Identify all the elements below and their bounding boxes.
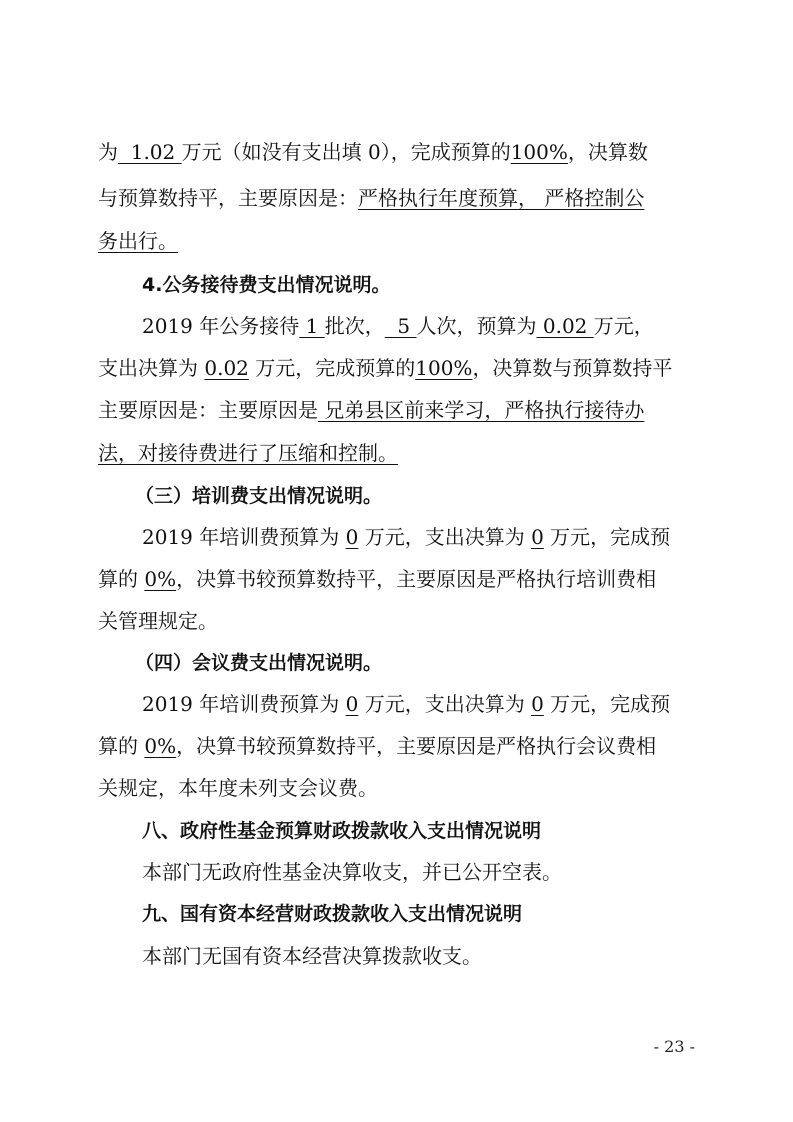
underlined-amount: 0 — [531, 692, 544, 716]
text: 主要原因是：主要原因是 — [98, 398, 318, 422]
text: ，决算书较预算数持平，主要原因是严格执行会议费相 — [176, 734, 657, 758]
underlined-percent: 0% — [144, 734, 177, 758]
text: 万元，支出决算为 — [358, 692, 532, 716]
underlined-amount: 1.02 — [118, 140, 182, 164]
text: 2019 年培训费预算为 — [142, 525, 346, 549]
underlined-budget: 0.02 — [536, 314, 594, 338]
paragraph-line-11 — [98, 566, 656, 592]
section-heading-meeting: （四）会议费支出情况说明。 — [135, 652, 383, 674]
text: ，决算书较预算数持平，主要原因是严格执行培训费相 — [176, 567, 657, 591]
underlined-amount: 0 — [345, 692, 359, 716]
section-heading-fund-budget: 八、政府性基金预算财政拨款收入支出情况说明 — [142, 820, 542, 842]
text: 万元，完成预 — [543, 525, 671, 549]
paragraph-line-14 — [142, 691, 670, 717]
paragraph-line-12: 关管理规定。 — [98, 609, 218, 633]
paragraph-line-16: 关规定，本年度未列支会议费。 — [98, 776, 378, 800]
paragraph-line-6 — [98, 355, 672, 381]
text: ，决算数 — [567, 140, 648, 164]
section-heading-hospitality: 4.公务接待费支出情况说明。 — [142, 274, 391, 296]
text: 2019 年公务接待 — [142, 314, 300, 338]
paragraph-line-7 — [98, 397, 644, 423]
paragraph-line-2 — [98, 185, 644, 211]
paragraph-line-3 — [98, 228, 178, 254]
paragraph-line-15 — [98, 733, 656, 759]
text: 算的 — [98, 567, 145, 591]
text: 算的 — [98, 734, 145, 758]
paragraph-line-8 — [98, 440, 398, 466]
underlined-reason: 严格执行年度预算， 严格控制公 — [358, 186, 645, 210]
underlined-percent: 100% — [510, 140, 568, 164]
text: 万元（如没有支出填 0），完成预算的 — [181, 140, 511, 164]
paragraph-line-10 — [142, 524, 670, 550]
underlined-percent: 100% — [415, 356, 473, 380]
text: 为 — [98, 140, 118, 164]
text: 支出决算为 — [98, 356, 205, 380]
text: 万元， — [593, 314, 654, 338]
underlined-amount: 0 — [345, 525, 359, 549]
text: 万元，支出决算为 — [358, 525, 532, 549]
text: 万元，完成预 — [543, 692, 671, 716]
underlined-percent: 0% — [144, 567, 177, 591]
paragraph-line-20: 本部门无国有资本经营决算拨款收支。 — [142, 944, 482, 968]
underlined-reason: 法，对接待费进行了压缩和控制。 — [98, 441, 398, 465]
underlined-reason: 兄弟县区前来学习，严格执行接待办 — [318, 398, 645, 422]
paragraph-line-1 — [98, 139, 648, 165]
page-number: - 23 - — [653, 1037, 695, 1056]
text: 万元，完成预算的 — [248, 356, 416, 380]
section-heading-training: （三）培训费支出情况说明。 — [135, 485, 383, 507]
paragraph-line-18: 本部门无政府性基金决算收支，并已公开空表。 — [142, 860, 562, 884]
text: 批次， — [324, 314, 385, 338]
text: 2019 年培训费预算为 — [142, 692, 346, 716]
text: 与预算数持平，主要原因是： — [98, 186, 358, 210]
text: ，决算数与预算数持平 — [472, 356, 673, 380]
underlined-amount: 0.02 — [204, 356, 249, 380]
section-heading-state-capital: 九、国有资本经营财政拨款收入支出情况说明 — [142, 903, 523, 925]
text: 人次，预算为 — [416, 314, 537, 338]
paragraph-line-5 — [142, 313, 654, 339]
underlined-amount: 0 — [531, 525, 544, 549]
underlined-reason: 务出行。 — [98, 229, 178, 253]
underlined-persons: 5 — [384, 314, 417, 338]
underlined-batches: 1 — [299, 314, 325, 338]
